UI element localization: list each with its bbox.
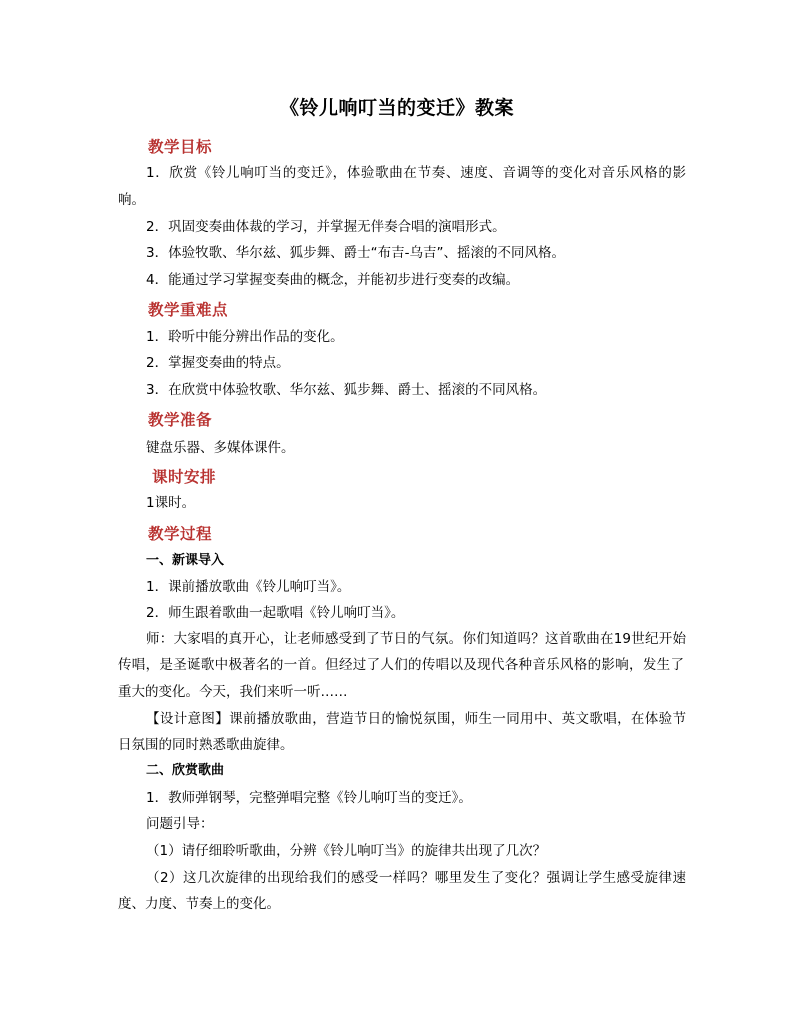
design-intent-line-2: 日氛围的同时熟悉歌曲旋律。	[118, 737, 294, 753]
key-point-1: 1．聆听中能分辨出作品的变化。	[146, 329, 344, 345]
schedule-text: 1课时。	[146, 495, 196, 511]
key-point-3: 3．在欣赏中体验牧歌、华尔兹、狐步舞、爵士、摇滚的不同风格。	[146, 382, 547, 398]
heading-process: 教学过程	[148, 525, 213, 543]
key-point-2: 2．掌握变奏曲的特点。	[146, 355, 290, 371]
teacher-line-2: 传唱，是圣诞歌中极著名的一首。但经过了人们的传唱以及现代各种音乐风格的影响，发生了	[118, 657, 684, 673]
process-part2-title: 二、欣赏歌曲	[146, 763, 225, 778]
question-1: （1）请仔细聆听歌曲，分辨《铃儿响叮当》的旋律共出现了几次？	[146, 843, 547, 859]
goal-item-4: 4．能通过学习掌握变奏曲的概念，并能初步进行变奏的改编。	[146, 272, 520, 288]
teacher-line-1: 师：大家唱的真开心，让老师感受到了节日的气氛。你们知道吗？这首歌曲在19世纪开始	[146, 631, 686, 647]
heading-key-points: 教学重难点	[148, 301, 229, 319]
heading-teaching-goals: 教学目标	[148, 138, 213, 156]
heading-preparation: 教学准备	[148, 411, 213, 429]
process-part1-item-2: 2．师生跟着歌曲一起歌唱《铃儿响叮当》。	[146, 605, 405, 621]
goal-item-1-cont: 响。	[118, 192, 145, 208]
process-part1-item-1: 1．课前播放歌曲《铃儿响叮当》。	[146, 579, 351, 595]
question-2-cont: 度、力度、节奏上的变化。	[118, 896, 280, 912]
process-part1-title: 一、新课导入	[146, 553, 225, 568]
goal-item-1: 1．欣赏《铃儿响叮当的变迁》，体验歌曲在节奏、速度、音调等的变化对音乐风格的影	[146, 165, 686, 181]
heading-schedule: 课时安排	[152, 468, 217, 486]
question-guide-label: 问题引导：	[146, 816, 214, 832]
goal-item-3: 3．体验牧歌、华尔兹、狐步舞、爵士“布吉-乌吉”、摇滚的不同风格。	[146, 245, 565, 261]
goal-item-2: 2．巩固变奏曲体裁的学习，并掌握无伴奏合唱的演唱形式。	[146, 219, 506, 235]
process-part2-item-1: 1．教师弹钢琴，完整弹唱完整《铃儿响叮当的变迁》。	[146, 790, 472, 806]
preparation-text: 键盘乐器、多媒体课件。	[146, 440, 295, 456]
document-title: 《铃儿响叮当的变迁》教案	[279, 97, 514, 119]
question-2: （2）这几次旋律的出现给我们的感受一样吗？哪里发生了变化？强调让学生感受旋律速	[146, 870, 686, 886]
teacher-line-3: 重大的变化。今天，我们来听一听……	[118, 684, 348, 700]
design-intent-line-1: 【设计意图】课前播放歌曲，营造节日的愉悦氛围，师生一同用中、英文歌唱，在体验节	[146, 711, 686, 727]
